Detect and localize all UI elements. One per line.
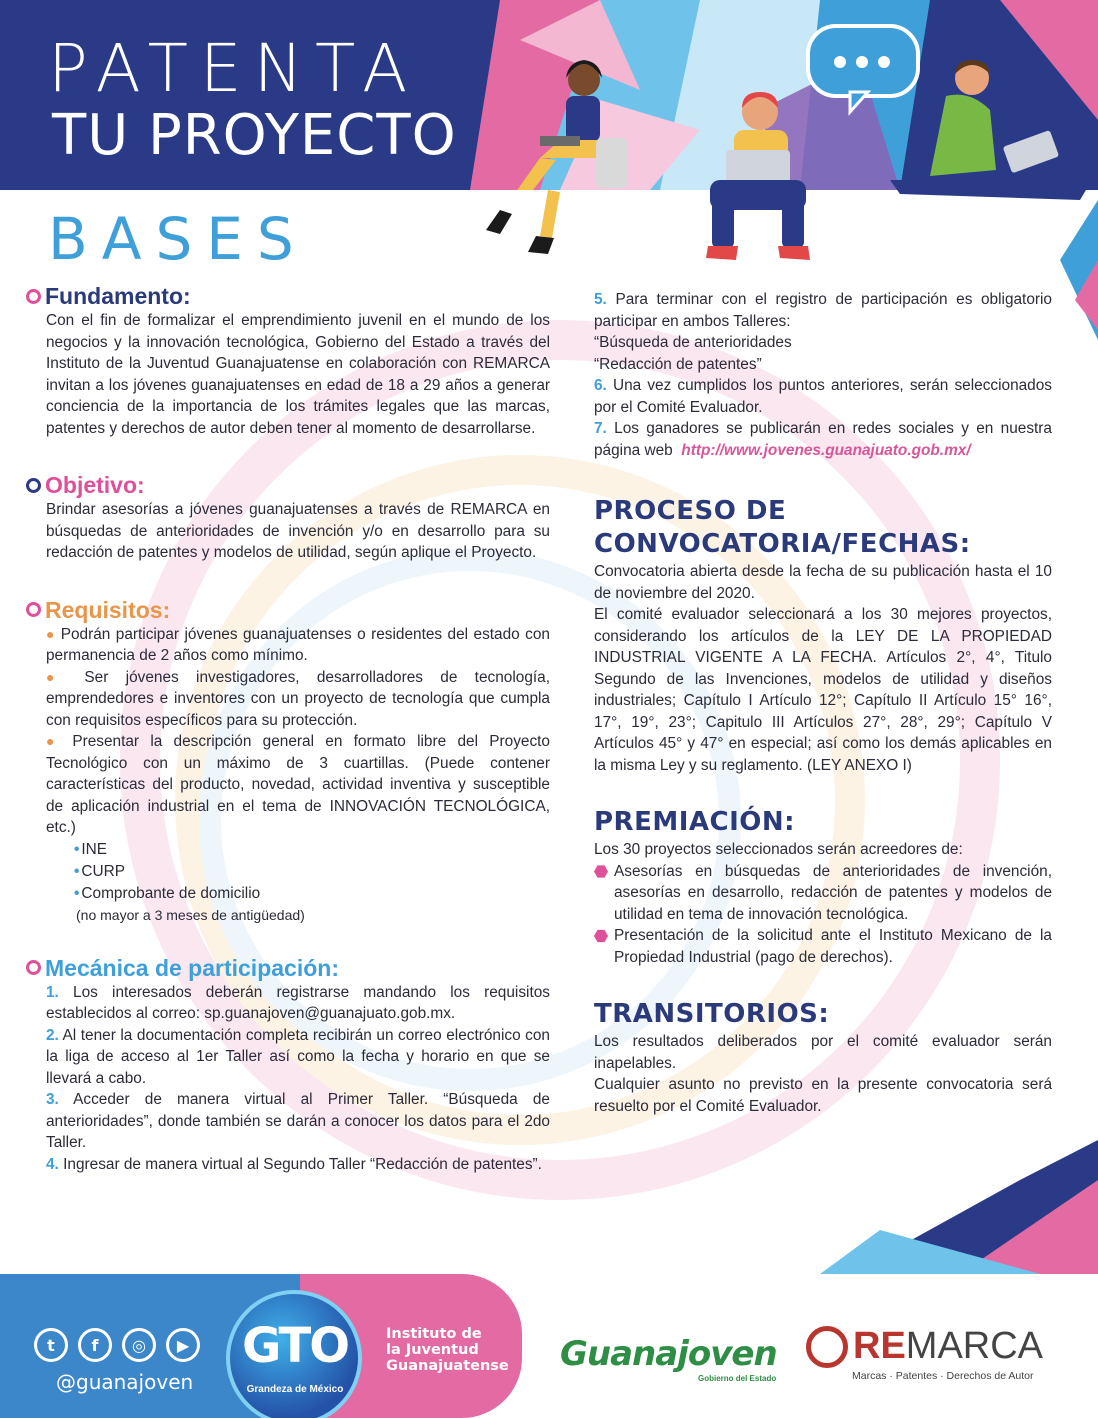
requisito-item: [26, 624, 550, 667]
bullet-icon: ●: [46, 625, 61, 642]
institute-line: la Juventud: [386, 1342, 479, 1358]
right-column: [594, 289, 1052, 1117]
premio-text: Presentación de la solicitud ante el Instituto Mexicano de la Propiedad Industrial (pago de derechos).: [614, 927, 1052, 966]
ring-icon: [26, 478, 41, 493]
step-number: 7.: [594, 420, 607, 437]
left-column: [26, 282, 550, 1175]
mecanica-heading: [26, 954, 550, 982]
requisito-item: [26, 667, 550, 732]
objetivo-heading-text: Objetivo:: [45, 472, 145, 498]
step-text: Los interesados deberán registrarse mandando los requisitos establecidos al correo: sp.guanajoven@guanajuato.gob.mx.: [46, 983, 550, 1022]
facebook-icon[interactable]: f: [78, 1328, 112, 1362]
step-number: 4.: [46, 1155, 59, 1173]
premiacion-intro: Los 30 proyectos seleccionados serán acreedores de:: [594, 841, 963, 858]
mecanica-step: [26, 1025, 550, 1090]
remarca-logo: [853, 1326, 1043, 1366]
step-text: Acceder de manera virtual al Primer Taller. “Búsqueda de anterioridades”, donde también se darán a conocer los datos para el 2do Taller.: [46, 1091, 550, 1151]
taller-item: “Búsqueda de anterioridades: [594, 334, 792, 351]
institute-name: [386, 1326, 509, 1374]
hexagon-bullet-icon: [594, 865, 608, 879]
fundamento-text: Con el fin de formalizar el emprendimiento juvenil en el mundo de los negocios y la innovación tecnológica, Gobierno del Estado a través del Instituto de la Juventud Guanajuatense en colaboración con REMARCA invitan a los jóvenes guanajuatenses en edad de 18 a 29 años a generar conciencia de la importancia de los trámites legales que las marcas, patentes y derechos de autor deben tener al momento de desarrollarse.: [46, 312, 550, 437]
premiacion-section: [594, 806, 1052, 968]
title-line-1: PATENTA: [48, 30, 420, 107]
premio-item: [594, 861, 1052, 926]
step-text: Al tener la documentación completa recibirán un correo electrónico con la liga de acceso al 1er Taller así como la fecha y horario en que se llevará a cabo.: [46, 1026, 550, 1087]
mecanica-step: [594, 418, 1052, 461]
step-text: Los ganadores se publicarán en redes sociales y en nuestra página web: [594, 420, 1052, 459]
gto-logo-subtitle: Grandeza de México: [246, 1384, 344, 1395]
step-number: 3.: [46, 1091, 59, 1108]
doc-text: INE: [81, 840, 108, 858]
twitter-icon[interactable]: t: [34, 1328, 68, 1362]
requisito-text: Presentar la descripción general en formato libre del Proyecto Tecnológico con un máximo de 3 cuartillas. (Puede contener características del producto, novedad, actividad inventiva y susceptible de aplicación industrial en el tema de INNOVACIÓN TECNOLÓGICA, etc.): [46, 733, 550, 836]
step-text: Para terminar con el registro de participación es obligatorio participar en ambos Talleres:: [594, 291, 1052, 330]
mecanica-section: [26, 954, 550, 1176]
transitorios-text-1: Los resultados deliberados por el comité evaluador serán inapelables.: [594, 1033, 1052, 1072]
requisito-item: [26, 731, 550, 839]
guanajoven-subtitle: Gobierno del Estado: [698, 1374, 777, 1383]
bullet-icon: ●: [46, 733, 73, 749]
premio-text: Asesorías en búsquedas de anterioridades de invención, asesorías en desarrollo, redacción de patentes y modelos de utilidad en tema de innovación tecnológica.: [614, 862, 1052, 923]
doc-text: CURP: [81, 862, 125, 880]
premiacion-heading: PREMIACIÓN:: [594, 807, 796, 837]
mecanica-step: [26, 1154, 550, 1176]
mecanica-step: [26, 1089, 550, 1154]
social-icons: [34, 1328, 200, 1362]
step-number: 6.: [594, 377, 607, 394]
bases-title: BASES: [48, 205, 308, 273]
step-text: Una vez cumplidos los puntos anteriores, serán seleccionados por el Comité Evaluador.: [594, 377, 1052, 416]
taller-item: “Redacción de patentes”: [594, 355, 762, 373]
transitorios-heading: TRANSITORIOS:: [594, 999, 830, 1029]
proceso-text-2: El comité evaluador seleccionará a los 30 mejores proyectos, considerando los artículos de la LEY DE LA PROPIEDAD INDUSTRIAL VIGENTE A LA FECHA. Artículos 2°, 4°, Titulo Segundo de las Invenciones, modelos de utilidad y diseños industriales; Capítulo I Artículo 12°; Capítulo II Artículo 15° 16°, 17°, 19°, 23°; Capitulo III Artículos 27°, 28°, 29°; Capítulo V Artículos 45° y 47° en especial; así como los demás aplicables en la misma Ley y su reglamento. (LEY ANEXO I): [594, 606, 1052, 774]
mecanica-heading-text: Mecánica de participación:: [45, 954, 339, 981]
doc-item: • Comprobante de domicilio: [74, 884, 261, 902]
bullet-icon: ●: [46, 668, 85, 685]
requisitos-section: [26, 596, 550, 926]
institute-line: Instituto de: [386, 1326, 482, 1342]
ring-icon: [26, 289, 41, 304]
transitorios-text-2: Cualquier asunto no previsto en la presente convocatoria será resuelto por el Comité Evaluador.: [594, 1076, 1052, 1115]
requisito-text: Podrán participar jóvenes guanajuatenses o residentes del estado con permanencia de 2 años como mínimo.: [46, 625, 550, 664]
requisitos-heading: [26, 596, 550, 624]
docs-note: (no mayor a 3 meses de antigüedad): [76, 906, 305, 923]
remarca-logo-marca: MARCA: [905, 1325, 1044, 1367]
ring-icon: [26, 602, 41, 617]
transitorios-section: [594, 998, 1052, 1117]
website-link[interactable]: http://www.jovenes.guanajuato.gob.mx/: [681, 441, 971, 459]
requisitos-heading-text: Requisitos:: [45, 596, 171, 623]
institute-line: Guanajuatense: [386, 1358, 509, 1374]
step-number: 5.: [594, 291, 607, 308]
mecanica-step: [26, 982, 550, 1025]
gto-logo-text: GTO: [241, 1318, 349, 1374]
title-line-2: TU PROYECTO: [52, 103, 457, 168]
proceso-section: [594, 495, 1052, 776]
mecanica-step: [594, 375, 1052, 418]
requisito-text: Ser jóvenes investigadores, desarrolladores de tecnología, emprendedores e inventores con un proyecto de tecnología que cumpla con requisitos específicos para su protección.: [46, 668, 550, 729]
remarca-ring-icon: [806, 1326, 848, 1368]
proceso-heading: PROCESO DE CONVOCATORIA/FECHAS:: [594, 496, 971, 559]
objetivo-heading: [26, 471, 550, 499]
remarca-subtitle: Marcas · Patentes · Derechos de Autor: [852, 1370, 1034, 1382]
mecanica-step: [594, 289, 1052, 332]
youtube-icon[interactable]: ▶: [166, 1328, 200, 1362]
doc-item: • CURP: [74, 862, 125, 880]
guanajoven-logo: Guanajoven: [560, 1334, 777, 1374]
fundamento-section: [26, 282, 550, 439]
doc-text: Comprobante de domicilio: [81, 884, 261, 902]
footer: [0, 1274, 1098, 1418]
objetivo-text: Brindar asesorías a jóvenes guanajuatenses a través de REMARCA en búsquedas de anterioridades de invención y/o en desarrollo para su redacción de patentes y modelos de utilidad, según aplique el Proyecto.: [46, 501, 550, 561]
social-handle: @guanajoven: [56, 1370, 194, 1394]
step-text: Ingresar de manera virtual al Segundo Taller “Redacción de patentes”.: [63, 1155, 542, 1173]
instagram-icon[interactable]: ◎: [122, 1328, 156, 1362]
fundamento-heading-text: Fundamento:: [45, 283, 191, 309]
header-banner: [0, 0, 1098, 190]
step-number: 2.: [46, 1026, 59, 1044]
objetivo-section: [26, 471, 550, 564]
ring-icon: [26, 960, 41, 975]
fundamento-heading: [26, 282, 550, 310]
remarca-logo-re: RE: [853, 1325, 906, 1367]
proceso-text-1: Convocatoria abierta desde la fecha de su publicación hasta el 10 de noviembre del 2020.: [594, 563, 1052, 602]
hexagon-bullet-icon: [594, 929, 608, 943]
step-number: 1.: [46, 983, 59, 1001]
doc-item: • INE: [74, 840, 108, 858]
premio-item: [594, 925, 1052, 968]
